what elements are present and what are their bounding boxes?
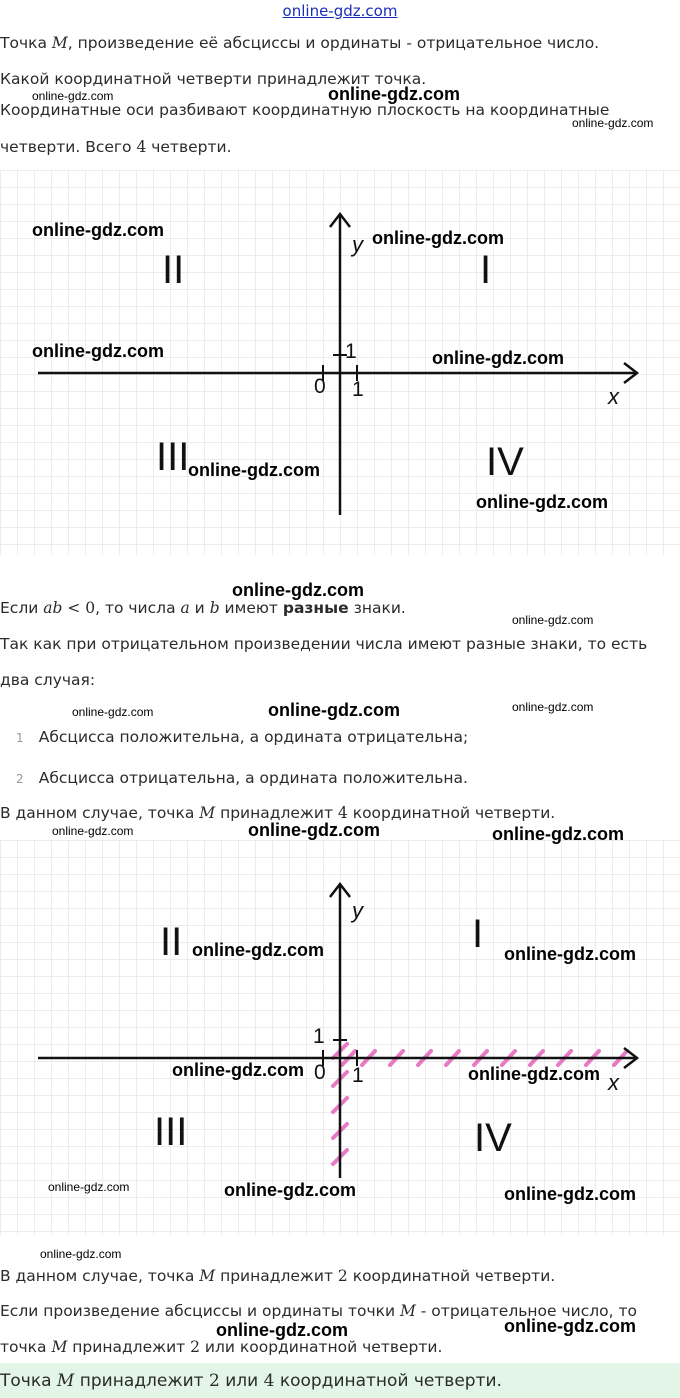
quadrant-3-label: III <box>156 435 190 479</box>
var-m: M <box>199 804 216 822</box>
watermark: online-gdz.com <box>172 1060 304 1080</box>
x-tick-label: 1 <box>352 1064 364 1087</box>
answer-box <box>0 1363 680 1398</box>
coordinate-plane-2 <box>0 840 680 1235</box>
text: координатной четверти. <box>347 804 556 822</box>
x-axis-label: x <box>608 384 619 409</box>
watermark: online-gdz.com <box>232 580 364 600</box>
text: четверти. Всего <box>0 138 137 156</box>
watermark: online-gdz.com <box>504 944 636 964</box>
num: 4 <box>136 138 147 156</box>
math-op: < 0 <box>62 599 96 617</box>
watermark: online-gdz.com <box>216 1320 348 1340</box>
watermark: online-gdz.com <box>188 460 320 480</box>
intro-line-2: Какой координатной четверти принадлежит точка. <box>0 70 427 88</box>
watermark: online-gdz.com <box>572 116 654 130</box>
bold-text: разные <box>282 599 349 617</box>
var-m: M <box>51 1338 68 1356</box>
text: Если <box>0 599 44 617</box>
text: Если произведение абсциссы и ординаты точки <box>0 1302 400 1320</box>
watermark: online-gdz.com <box>492 824 624 844</box>
answer-text <box>0 1370 502 1392</box>
cases-intro-1: Так как при отрицательном произведении числа имеют разные знаки, то есть <box>0 635 648 653</box>
list-text: Абсцисса отрицательна, а ордината положительна. <box>38 769 468 787</box>
list-item <box>16 768 468 788</box>
y-tick-label: 1 <box>345 340 357 363</box>
watermark: online-gdz.com <box>512 613 594 627</box>
watermark: online-gdz.com <box>40 1247 122 1261</box>
var-b: b <box>209 599 220 617</box>
x-tick-label: 1 <box>352 378 364 401</box>
num: 4 <box>263 1371 275 1391</box>
watermark: online-gdz.com <box>432 348 564 368</box>
num: 2 <box>208 1371 220 1391</box>
text: В данном случае, точка <box>0 1267 200 1285</box>
text: знаки. <box>348 599 406 617</box>
intro-line-4 <box>0 137 232 157</box>
cases-intro-2: два случая: <box>0 671 96 689</box>
watermark: online-gdz.com <box>468 1064 600 1084</box>
text: принадлежит <box>67 1338 191 1356</box>
var-ab: ab <box>43 599 63 617</box>
var-m: M <box>51 34 68 52</box>
var-a: a <box>180 599 190 617</box>
num: 2 <box>190 1338 200 1356</box>
text: Точка <box>0 34 52 52</box>
x-axis-label: x <box>608 1070 619 1095</box>
text: принадлежит <box>215 804 338 822</box>
text: четверти. <box>146 138 232 156</box>
intro-line-3: Координатные оси разбивают координатную плоскость на координатные <box>0 101 610 119</box>
quadrant-1-label: I <box>480 248 492 292</box>
watermark: online-gdz.com <box>224 1180 356 1200</box>
text: , то числа <box>95 599 181 617</box>
quadrant-2-label: II <box>162 248 185 292</box>
watermark: online-gdz.com <box>372 228 504 248</box>
y-axis-label: y <box>352 898 363 923</box>
list-item <box>16 727 468 747</box>
var-m: M <box>199 1267 216 1285</box>
watermark: online-gdz.com <box>248 820 380 840</box>
watermark: online-gdz.com <box>32 220 164 240</box>
text: координатной четверти. <box>347 1267 556 1285</box>
quadrant-4-label: IV <box>486 440 524 484</box>
axes-2 <box>0 840 680 1235</box>
list-text: Абсцисса положительна, а ордината отрицательна; <box>38 728 469 746</box>
list-number: 2 <box>16 772 24 786</box>
watermark: online-gdz.com <box>52 824 134 838</box>
watermark: online-gdz.com <box>512 700 594 714</box>
watermark: online-gdz.com <box>476 492 608 512</box>
quadrant-3-label: III <box>154 1110 188 1154</box>
origin-label: 0 <box>314 375 326 398</box>
var-m: M <box>399 1302 416 1320</box>
watermark: online-gdz.com <box>48 1180 130 1194</box>
text: точка <box>0 1338 52 1356</box>
y-axis-label: y <box>352 232 363 257</box>
list-number: 1 <box>16 731 24 745</box>
num: 2 <box>337 1267 348 1285</box>
text: имеют <box>219 599 283 617</box>
y-tick-label: 1 <box>313 1025 325 1048</box>
watermark: online-gdz.com <box>504 1316 636 1336</box>
watermark: online-gdz.com <box>32 89 114 103</box>
watermark: online-gdz.com <box>268 700 400 720</box>
text: или <box>219 1371 264 1391</box>
origin-label: 0 <box>314 1061 326 1084</box>
text: принадлежит <box>215 1267 338 1285</box>
quadrant-4-label: IV <box>474 1116 512 1160</box>
text: и <box>189 599 210 617</box>
site-header-link[interactable]: online-gdz.com <box>282 2 398 20</box>
condition-line <box>0 598 406 618</box>
watermark: online-gdz.com <box>72 705 154 719</box>
watermark: online-gdz.com <box>192 940 324 960</box>
case-2-line <box>0 1266 555 1286</box>
watermark: online-gdz.com <box>328 84 460 104</box>
text: координатной четверти. <box>274 1371 502 1391</box>
watermark: online-gdz.com <box>504 1184 636 1204</box>
quadrant-1-label: I <box>472 912 484 956</box>
intro-line-1 <box>0 33 599 53</box>
text: - отрицательное число, то <box>415 1302 637 1320</box>
text: В данном случае, точка <box>0 804 200 822</box>
num: 4 <box>337 804 348 822</box>
text: Точка <box>0 1371 57 1391</box>
watermark: online-gdz.com <box>32 341 164 361</box>
text: принадлежит <box>74 1371 209 1391</box>
var-m: M <box>56 1371 75 1391</box>
text: или координатной четверти. <box>199 1338 443 1356</box>
text: , произведение её абсциссы и ординаты - отрицательное число. <box>67 34 600 52</box>
quadrant-2-label: II <box>160 920 183 964</box>
